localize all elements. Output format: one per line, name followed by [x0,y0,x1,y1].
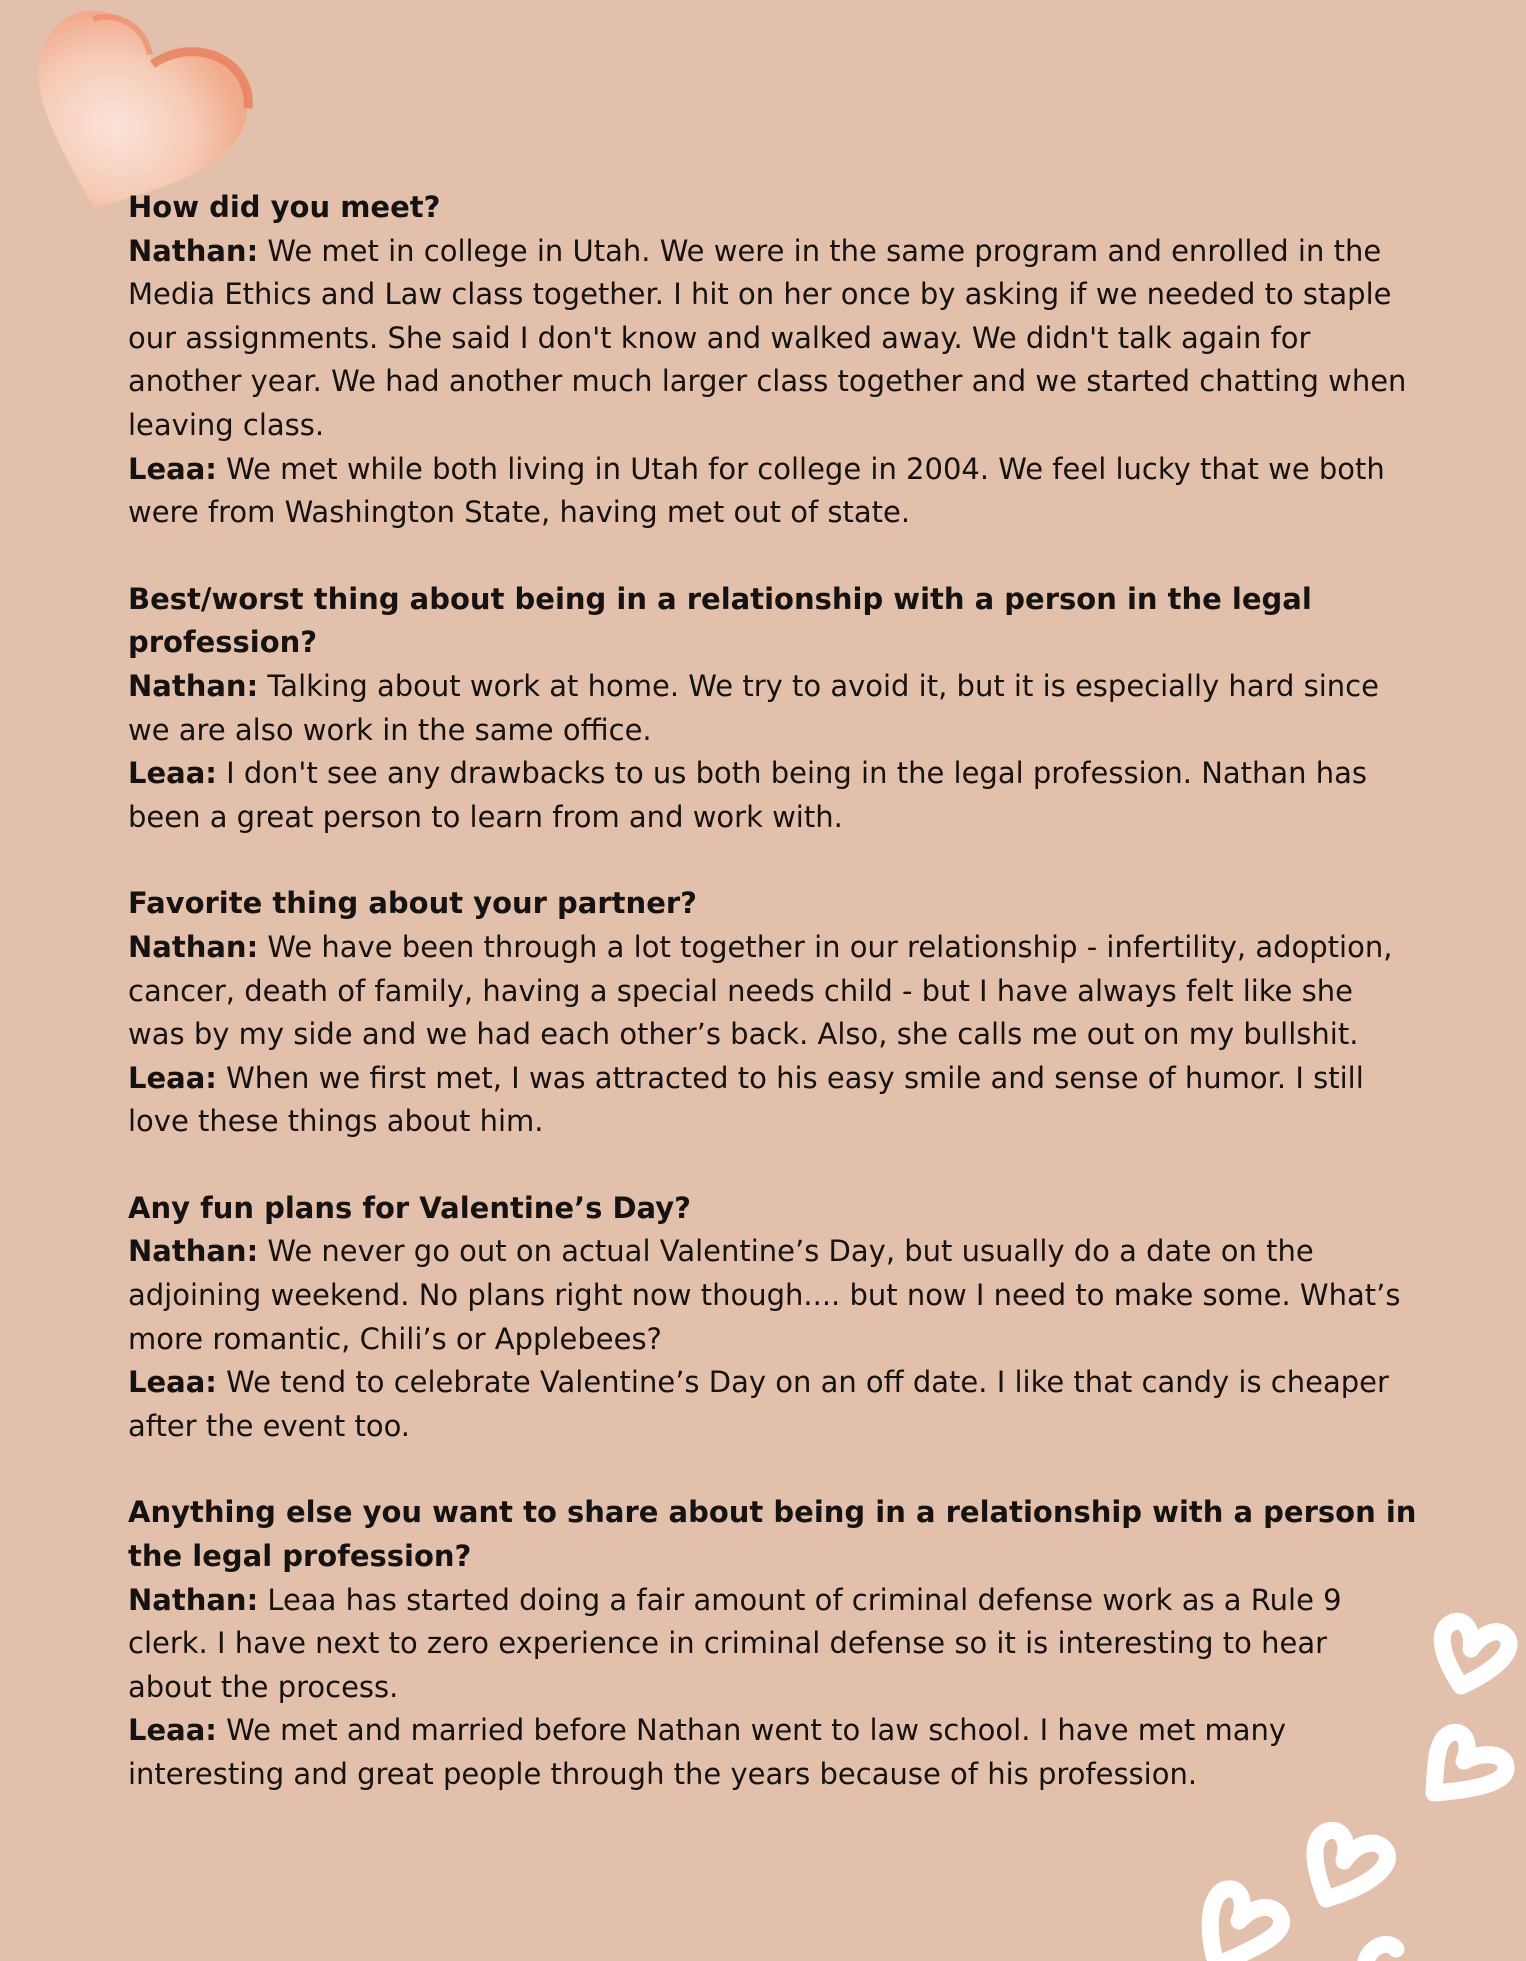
answer-leaa [128,752,1418,839]
answer-text: We met in college in Utah. We were in the same program and enrolled in the Media Ethics and Law class together. I hit on her once by asking if we needed to staple our assignments. She said I don't know and walked away. We didn't talk again for another year. We had another much larger class together and we started chatting when leaving class. [128,233,1407,442]
speaker-name: Nathan: [128,1234,259,1269]
white-outline-hearts-icon [1106,1561,1526,1961]
answer-nathan [128,1230,1418,1361]
qa-block-favorite [128,882,1418,1144]
answer-text: Talking about work at home. We try to avoid it, but it is especially hard since we are also work in the same office. [128,668,1379,747]
answer-nathan [128,230,1418,448]
answer-text: We tend to celebrate Valentine’s Day on an off date. I like that candy is cheaper after the event too. [128,1365,1389,1443]
speaker-name: Nathan: [128,668,259,703]
question-heading: Any fun plans for Valentine’s Day? [128,1190,691,1225]
answer-text: Leaa has started doing a fair amount of criminal defense work as a Rule 9 clerk. I have next to zero experience in criminal defense so it is interesting to hear about the process. [128,1582,1342,1704]
answer-text: We met and married before Nathan went to law school. I have met many interesting and great people through the years because of his profession. [128,1713,1287,1791]
answer-nathan [128,665,1418,752]
speaker-name: Leaa: [128,451,217,486]
answer-text: We met while both living in Utah for college in 2004. We feel lucky that we both were from Washington State, having met out of state. [128,451,1385,530]
qa-block-best-worst [128,578,1418,840]
answer-leaa [128,1057,1418,1144]
question-heading: Anything else you want to share about being in a relationship with a person in the legal profession? [128,1495,1417,1574]
question-heading: Best/worst thing about being in a relationship with a person in the legal profession? [128,581,1312,660]
answer-leaa [128,1361,1418,1448]
speaker-name: Leaa: [128,1365,217,1400]
qa-block-valentines [128,1187,1418,1449]
question-heading: Favorite thing about your partner? [128,886,697,921]
answer-nathan [128,926,1418,1057]
speaker-name: Nathan: [128,1582,259,1617]
answer-text: I don't see any drawbacks to us both being in the legal profession. Nathan has been a great person to learn from and work with. [128,756,1368,834]
speaker-name: Leaa: [128,1060,217,1095]
question-heading: How did you meet? [128,190,441,224]
answer-text: We have been through a lot together in our relationship - infertility, adoption, cancer, death of family, having a special needs child - but I have always felt like she was by my side and we had each other’s back. Also, she calls me out on my bullshit. [128,929,1393,1052]
speaker-name: Leaa: [128,756,217,791]
speaker-name: Leaa: [128,1713,217,1748]
qa-block-meet [128,186,1418,535]
speaker-name: Nathan: [128,233,259,268]
answer-text: When we first met, I was attracted to his easy smile and sense of humor. I still love these things about him. [128,1060,1364,1139]
answer-text: We never go out on actual Valentine’s Day, but usually do a date on the adjoining weekend. No plans right now though.... but now I need to make some. What’s more romantic, Chili’s or Applebees? [128,1234,1401,1356]
speaker-name: Nathan: [128,929,259,964]
answer-leaa [128,448,1418,535]
